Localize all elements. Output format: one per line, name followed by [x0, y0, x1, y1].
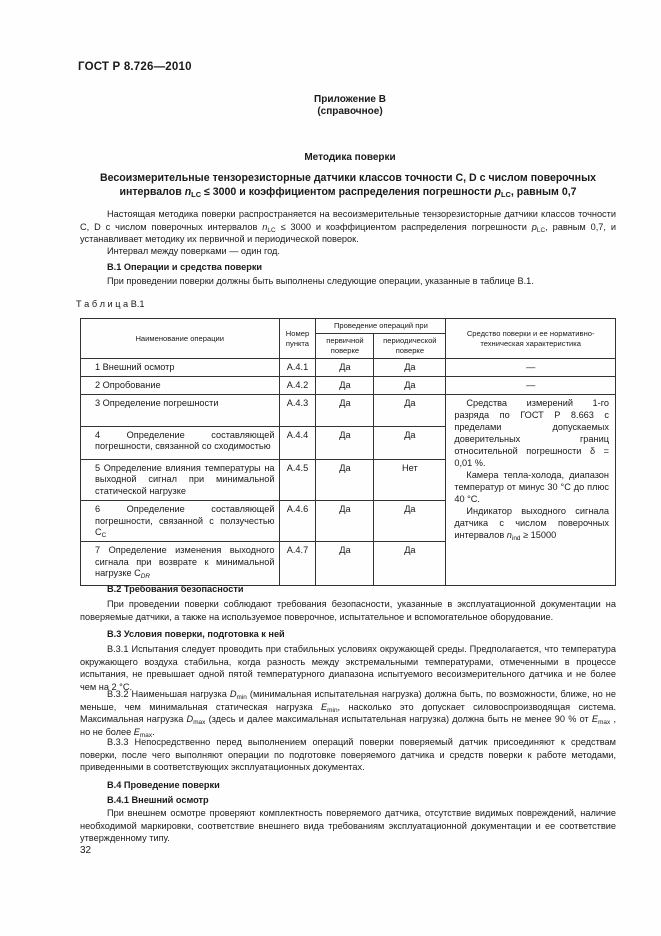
table-row: 4 Определение составляющей погрешности, связанной со сходимостью А.4.4 Да Да	[81, 427, 616, 460]
section-b41-heading: В.4.1 Внешний осмотр	[107, 795, 209, 805]
table-row: 6 Определение составляющей погрешности, связанной с ползучестью $C_C$ А.4.6 Да Да	[81, 501, 616, 542]
interval-paragraph: Интервал между поверками — один год.	[107, 246, 280, 256]
table-row: 2 Опробование А.4.2 Да Да —	[81, 377, 616, 395]
operations-table	[80, 318, 616, 586]
appendix-subtitle: (справочное)	[317, 106, 383, 117]
section-b2-heading: В.2 Требования безопасности	[107, 584, 244, 594]
col-header-conduct: Проведение операций при	[316, 319, 446, 334]
method-title: Методика поверки	[304, 152, 396, 163]
section-b3-heading: В.3 Условия поверки, подготовка к ней	[107, 629, 285, 639]
method-subtitle: Весоизмерительные тензорезисторные датчики классов точности C, D с числом поверочных интервалов $n_{LC} \le 3000$ и коэффициентом распределения погрешности $p_{LC}$, равным 0,7	[99, 172, 597, 199]
section-b3-3: В.3.3 Непосредственно перед выполнением операций поверки поверяемый датчик присоединяют к средствам поверки, после чего выполняют операции по подготовке поверяемого датчика и средств поверки к работе методами, приведенными в соответствующих эксплуатационных документах.	[80, 737, 616, 773]
appendix-title: Приложение В	[314, 94, 386, 105]
section-b4-heading: В.4 Проведение поверки	[107, 780, 220, 790]
col-header-num: Номер пункта	[279, 319, 316, 359]
section-b1-heading: В.1 Операции и средства поверки	[107, 262, 263, 272]
means-cell: Средства измерений 1-го разряда по ГОСТ Р 8.663 с пределами допускаемых доверительных границ относительной погрешности δ = 0,01 %. Камера тепла-холода, диапазон температур от минус 30 °С до плюс 40 °С. Индикатор выходного сигнала датчика с числом поверочных интервалов $n_{ind} \ge 15000$	[446, 395, 616, 586]
table-label: Т а б л и ц а В.1	[76, 299, 145, 309]
document-id: ГОСТ Р 8.726—2010	[78, 61, 192, 73]
section-b1-text: При проведении поверки должны быть выполнены следующие операции, указанные в таблице В.1.	[107, 276, 534, 286]
col-header-periodic: периодической поверке	[374, 334, 446, 359]
table-row: 5 Определение влияния температуры на выходной сигнал при минимальной статической нагрузке А.4.5 Да Нет	[81, 460, 616, 501]
table-row: 3 Определение погрешности А.4.3 Да Да Средства измерений 1-го разряда по ГОСТ Р 8.663 с пределами допускаемых доверительных границ относительной погрешности δ = 0,01 %. Камера тепла-холода, диапазон температур от минус 30 °С до плюс 40 °С. Индикатор выходного сигнала датчика с числом поверочных интервалов $n_{ind} \ge 15000$	[81, 395, 616, 427]
intro-paragraph: Настоящая методика поверки распространяется на весоизмерительные тензорезисторные датчики классов точности C, D с числом поверочных интервалов $n_{LC} \le 3000$ и коэффициентом распределения погрешности $p_{LC}$, равным 0,7, и устанавливает методику их первичной и периодической поверок.	[80, 209, 616, 245]
page-number: 32	[80, 845, 92, 856]
col-header-primary: первичной поверке	[316, 334, 374, 359]
col-header-name: Наименование операции	[81, 319, 280, 359]
section-b2-text: При проведении поверки соблюдают требования безопасности, указанные в эксплуатационной документации на поверяемые датчики, а также на используемое поверочное, испытательное и вспомогательное оборудование.	[80, 599, 616, 622]
section-b3-1: В.3.1 Испытания следует проводить при стабильных условиях окружающей среды. Предполагается, что температура окружающего воздуха стабильна, когда разность между экстремальными температурами, отмеченными в процессе испытания, не превышает одной пятой температурного диапазона испытуемого весоизмерительного датчика и не более чем на 2 °С.	[80, 644, 616, 692]
section-b3-2: В.3.2 Наименьшая нагрузка $D_{min}$ (минимальная испытательная нагрузка) должна быть, по возможности, ближе, но не меньше, чем минимальная статическая нагрузка $E_{min}$, насколько это допускает силовоспроизводящая система. Максимальная нагрузка $D_{max}$ (здесь и далее максимальная испытательная нагрузка) должна быть не менее 90 % от $E_{max}$ , но не более $E_{max}$.	[80, 689, 617, 739]
table-row: 7 Определение изменения выходного сигнала при возврате к минимальной нагрузке $C_{DR}$ А.4.7 Да Да	[81, 542, 616, 586]
table-row: 1 Внешний осмотр А.4.1 Да Да —	[81, 359, 616, 377]
method-subtitle-line1: Весоизмерительные тензорезисторные датчики классов точности C, D с числом поверочных	[99, 172, 597, 184]
col-header-means: Средство поверки и ее нормативно-техническая характеристика	[446, 319, 616, 359]
section-b41-text: При внешнем осмотре проверяют комплектность поверяемого датчика, отсутствие видимых повреждений, наличие необходимой маркировки, соответствие внешнего вида требованиям эксплуатационной документации и ее соответствие утвержденному типу.	[80, 808, 616, 844]
